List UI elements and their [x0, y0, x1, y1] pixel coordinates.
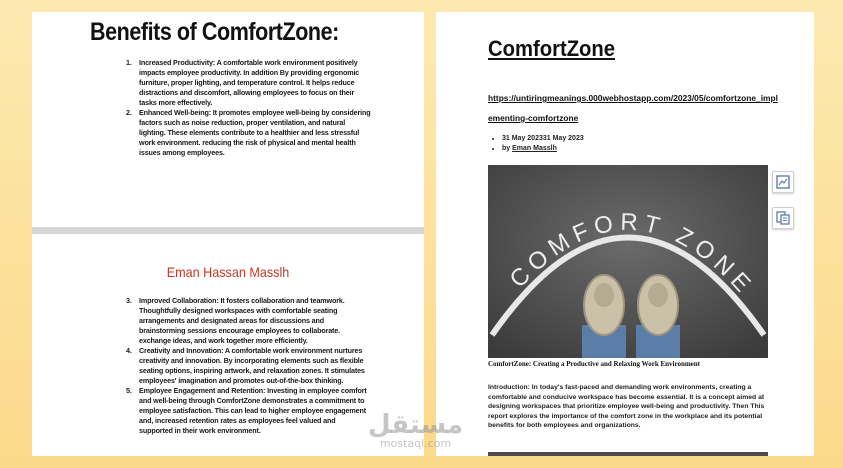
document-page-benefits [32, 12, 424, 227]
comfort-zone-photo [488, 165, 768, 358]
benefits-list [126, 58, 371, 158]
author-link[interactable]: Eman Masslh [512, 145, 557, 152]
image-tool-button[interactable] [772, 171, 794, 193]
post-title: ComfortZone [488, 36, 616, 61]
watermark [368, 412, 463, 450]
list-item-text: Improved Collaboration: It fosters collaboration and teamwork. Thoughtfully designed workspaces with comfortable seating arrangements and designated areas for discussions and brainstorming sessions encourage employees to collaborate. exchange ideas, and work together more efficiently. [139, 296, 345, 345]
by-prefix: by [502, 145, 513, 152]
page-divider [32, 227, 424, 234]
list-number: 5. [126, 386, 132, 395]
list-item [126, 108, 371, 158]
list-number: 4. [126, 346, 132, 355]
list-item [126, 386, 371, 436]
watermark-latin: mostaql.com [379, 437, 452, 450]
list-item [126, 296, 371, 346]
post-byline [502, 144, 584, 154]
list-number: 3. [126, 296, 132, 305]
image-text: COMFORT ZONE [504, 208, 760, 302]
list-item-text: Increased Productivity: A comfortable work environment positively impacts employee productivity. In addition By providing ergonomic furniture, proper lighting, and temperature control. It helps reduce distractions and discomfort, allowing employees to focus on their tasks more effectively. [139, 58, 360, 107]
document-page-author [32, 234, 424, 456]
image-caption: ComfortZone: Creating a Productive and Relaxing Work Environment [488, 360, 701, 368]
cut-off-heading [488, 452, 768, 456]
hero-image [488, 165, 768, 358]
watermark-arabic: مستقل [368, 410, 464, 440]
post-date: • 31 May 202331 May 2023 [502, 134, 584, 144]
list-item [126, 346, 371, 386]
crop-icon [773, 172, 793, 192]
layout-icon [773, 208, 793, 228]
list-item-text: Employee Engagement and Retention: Investing in employee comfort and well-being through ComfortZone demonstrates a commitment to employee satisfaction. This can lead to higher employee engagement and, increased retention rates as employees feel valued and supported in their work environment. [139, 386, 367, 435]
author-name: Eman Hassan Masslh [166, 264, 290, 280]
benefits-list-continued [126, 296, 371, 436]
intro-paragraph: Introduction: In today's fast-paced and demanding work environments, creating a comfortable and conducive workspace has become essential. It is a concept aimed at designing workspaces that prioritize employee well-being and productivity. Then This report explores the importance of the comfort zone in the workplace and its potential benefits for both employees and organizations. [488, 384, 765, 429]
list-item-text: Enhanced Well-being: It promotes employee well-being by considering factors such as noise reduction, proper ventilation, and natural lighting. These elements contribute to a healthier and less stressful work environment. reducing the risk of physical and mental health issues among employees. [139, 108, 371, 157]
list-item [126, 58, 371, 108]
list-number: 1. [126, 58, 132, 67]
page-title: Benefits of ComfortZone: [90, 18, 339, 46]
post-meta [488, 134, 584, 154]
post-url-link[interactable]: https://untiringmeanings.000webhostapp.com/2023/05/comfortzone_implementing-comfortzone [488, 93, 778, 123]
list-item-text: Creativity and Innovation: A comfortable work environment nurtures creativity and innovation. By incorporating elements such as flexible seating options, inspiring artwork, and relaxation zones. It stimulates employees' imagination and promotes out-of-the-box thinking. [139, 346, 365, 385]
layout-options-button[interactable] [772, 207, 794, 229]
list-number: 2. [126, 108, 132, 117]
blog-post-page [436, 12, 814, 456]
